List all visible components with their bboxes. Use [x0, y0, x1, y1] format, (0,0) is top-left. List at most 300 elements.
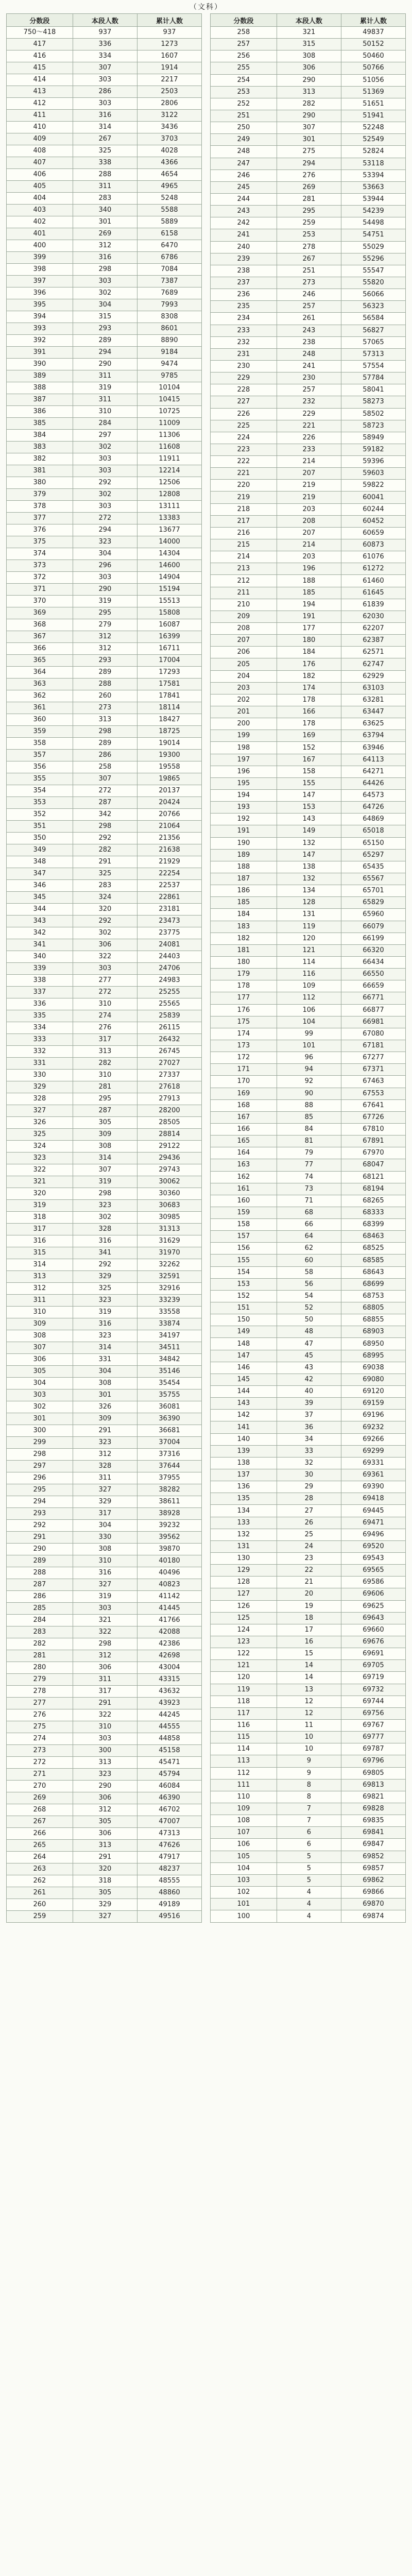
- cell-score: 160: [211, 1195, 277, 1207]
- cell-cumulative-count: 23181: [137, 904, 201, 916]
- cell-score: 279: [7, 1674, 73, 1686]
- cell-score: 276: [7, 1709, 73, 1721]
- cell-cumulative-count: 5889: [137, 216, 201, 228]
- cell-score: 404: [7, 193, 73, 205]
- cell-segment-count: 316: [73, 1235, 137, 1247]
- cell-segment-count: 188: [277, 575, 341, 587]
- cell-score: 335: [7, 1010, 73, 1022]
- cell-segment-count: 330: [73, 1532, 137, 1544]
- table-row: [7, 596, 202, 607]
- cell-cumulative-count: 66659: [341, 980, 405, 992]
- table-row: [7, 1058, 202, 1070]
- cell-cumulative-count: 69520: [341, 1540, 405, 1552]
- cell-score: 367: [7, 631, 73, 643]
- cell-segment-count: 253: [277, 229, 341, 241]
- table-row: [211, 623, 406, 635]
- cell-cumulative-count: 69232: [341, 1421, 405, 1433]
- cell-segment-count: 174: [277, 682, 341, 694]
- cell-segment-count: 279: [73, 619, 137, 631]
- cell-score: 176: [211, 1004, 277, 1016]
- header-score-range: 分数段: [211, 14, 277, 27]
- cell-score: 339: [7, 963, 73, 975]
- table-row: [7, 1224, 202, 1235]
- cell-segment-count: 319: [73, 1176, 137, 1188]
- table-row: [7, 655, 202, 667]
- cell-segment-count: 40: [277, 1386, 341, 1398]
- cell-cumulative-count: 16399: [137, 631, 201, 643]
- cell-score: 362: [7, 690, 73, 702]
- cell-cumulative-count: 38282: [137, 1484, 201, 1496]
- table-row: [7, 252, 202, 264]
- cell-segment-count: 306: [277, 62, 341, 74]
- cell-score: 373: [7, 560, 73, 572]
- cell-segment-count: 329: [73, 1496, 137, 1508]
- cell-score: 389: [7, 370, 73, 382]
- cell-segment-count: 147: [277, 790, 341, 802]
- cell-score: 306: [7, 1354, 73, 1366]
- table-row: [211, 1147, 406, 1159]
- table-row: [7, 418, 202, 430]
- cell-segment-count: 178: [277, 718, 341, 730]
- cell-cumulative-count: 69331: [341, 1457, 405, 1469]
- cell-segment-count: 289: [73, 738, 137, 750]
- table-row: [7, 501, 202, 513]
- table-row: [211, 1493, 406, 1505]
- table-row: [7, 1579, 202, 1591]
- table-row: [211, 766, 406, 777]
- cell-cumulative-count: 65701: [341, 885, 405, 897]
- cell-score: 245: [211, 181, 277, 193]
- cell-segment-count: 313: [277, 86, 341, 98]
- cell-cumulative-count: 16087: [137, 619, 201, 631]
- cell-segment-count: 316: [73, 1318, 137, 1330]
- table-row: [7, 1840, 202, 1852]
- table-row: [7, 1307, 202, 1318]
- cell-cumulative-count: 17841: [137, 690, 201, 702]
- table-row: [7, 1437, 202, 1449]
- cell-cumulative-count: 12214: [137, 465, 201, 477]
- cell-segment-count: 21: [277, 1577, 341, 1588]
- cell-segment-count: 329: [73, 1899, 137, 1911]
- cell-segment-count: 311: [73, 1472, 137, 1484]
- cell-cumulative-count: 60873: [341, 539, 405, 551]
- cell-segment-count: 301: [73, 216, 137, 228]
- cell-segment-count: 260: [73, 690, 137, 702]
- cell-segment-count: 288: [73, 679, 137, 690]
- cell-segment-count: 26: [277, 1517, 341, 1529]
- cell-score: 186: [211, 885, 277, 897]
- cell-score: 315: [7, 1247, 73, 1259]
- cell-cumulative-count: 17581: [137, 679, 201, 690]
- cell-cumulative-count: 57554: [341, 360, 405, 372]
- table-row: [7, 193, 202, 205]
- table-row: [211, 802, 406, 814]
- cell-cumulative-count: 35146: [137, 1366, 201, 1378]
- cell-score: 210: [211, 599, 277, 611]
- cell-cumulative-count: 49189: [137, 1899, 201, 1911]
- cell-cumulative-count: 23775: [137, 927, 201, 939]
- cell-cumulative-count: 51056: [341, 74, 405, 86]
- cell-segment-count: 13: [277, 1684, 341, 1696]
- cell-score: 191: [211, 825, 277, 837]
- table-row: [211, 956, 406, 968]
- cell-cumulative-count: 21929: [137, 856, 201, 868]
- table-row: [7, 1354, 202, 1366]
- cell-score: 230: [211, 360, 277, 372]
- cell-score: 323: [7, 1153, 73, 1164]
- cell-segment-count: 43: [277, 1362, 341, 1374]
- cell-cumulative-count: 9785: [137, 370, 201, 382]
- cell-segment-count: 290: [73, 1781, 137, 1792]
- cell-score: 402: [7, 216, 73, 228]
- cell-segment-count: 288: [73, 169, 137, 181]
- cell-cumulative-count: 56323: [341, 301, 405, 313]
- cell-segment-count: 24: [277, 1540, 341, 1552]
- cell-cumulative-count: 41445: [137, 1603, 201, 1615]
- cell-segment-count: 321: [73, 1615, 137, 1626]
- header-segment-count: 本段人数: [277, 14, 341, 27]
- cell-score: 327: [7, 1105, 73, 1117]
- cell-cumulative-count: 68399: [341, 1219, 405, 1231]
- table-row: [211, 658, 406, 670]
- cell-score: 187: [211, 873, 277, 885]
- cell-segment-count: 294: [73, 347, 137, 359]
- cell-cumulative-count: 58502: [341, 408, 405, 420]
- cell-segment-count: 273: [277, 277, 341, 289]
- cell-score: 203: [211, 682, 277, 694]
- cell-cumulative-count: 69777: [341, 1732, 405, 1743]
- cell-segment-count: 308: [73, 1378, 137, 1389]
- cell-segment-count: 313: [73, 1046, 137, 1058]
- cell-segment-count: 338: [73, 157, 137, 169]
- table-row: [7, 987, 202, 998]
- table-row: [211, 1660, 406, 1672]
- cell-segment-count: 287: [73, 1105, 137, 1117]
- cell-segment-count: 12: [277, 1707, 341, 1719]
- cell-score: 156: [211, 1243, 277, 1255]
- cell-score: 163: [211, 1159, 277, 1171]
- cell-score: 149: [211, 1326, 277, 1338]
- cell-segment-count: 315: [277, 39, 341, 50]
- cell-cumulative-count: 24081: [137, 939, 201, 951]
- table-row: [7, 1153, 202, 1164]
- cell-score: 284: [7, 1615, 73, 1626]
- cell-segment-count: 291: [73, 1852, 137, 1863]
- cell-cumulative-count: 47917: [137, 1852, 201, 1863]
- table-row: [211, 1374, 406, 1385]
- cell-segment-count: 302: [73, 1212, 137, 1224]
- cell-cumulative-count: 3436: [137, 122, 201, 133]
- cell-score: 229: [211, 372, 277, 384]
- cell-score: 331: [7, 1058, 73, 1070]
- cell-score: 231: [211, 348, 277, 360]
- cell-score: 365: [7, 655, 73, 667]
- cell-score: 232: [211, 336, 277, 348]
- cell-segment-count: 303: [73, 963, 137, 975]
- cell-score: 138: [211, 1457, 277, 1469]
- cell-cumulative-count: 29743: [137, 1164, 201, 1176]
- cell-segment-count: 310: [73, 1555, 137, 1567]
- cell-segment-count: 298: [73, 1638, 137, 1650]
- cell-score: 411: [7, 110, 73, 122]
- table-row: [7, 1259, 202, 1271]
- table-row: [7, 1022, 202, 1034]
- table-header: [211, 14, 406, 27]
- cell-cumulative-count: 62387: [341, 635, 405, 647]
- cell-score: 326: [7, 1117, 73, 1129]
- cell-segment-count: 315: [73, 311, 137, 323]
- cell-score: 225: [211, 420, 277, 432]
- table-row: [7, 726, 202, 738]
- cell-segment-count: 131: [277, 909, 341, 921]
- cell-cumulative-count: 65567: [341, 873, 405, 885]
- cell-segment-count: 214: [277, 456, 341, 468]
- cell-score: 343: [7, 916, 73, 927]
- cell-score: 308: [7, 1330, 73, 1342]
- cell-cumulative-count: 14904: [137, 572, 201, 584]
- cell-segment-count: 15: [277, 1648, 341, 1660]
- cell-cumulative-count: 36681: [137, 1425, 201, 1437]
- cell-score: 250: [211, 122, 277, 134]
- cell-cumulative-count: 67726: [341, 1111, 405, 1123]
- cell-segment-count: 114: [277, 956, 341, 968]
- table-row: [211, 158, 406, 170]
- table-row: [211, 1433, 406, 1445]
- cell-segment-count: 74: [277, 1171, 341, 1183]
- cell-cumulative-count: 28200: [137, 1105, 201, 1117]
- cell-cumulative-count: 4654: [137, 169, 201, 181]
- cell-score: 121: [211, 1660, 277, 1672]
- cell-segment-count: 128: [277, 897, 341, 909]
- cell-score: 143: [211, 1398, 277, 1410]
- cell-score: 114: [211, 1743, 277, 1755]
- table-row: [211, 611, 406, 622]
- table-row: [7, 868, 202, 880]
- cell-cumulative-count: 39562: [137, 1532, 201, 1544]
- table-row: [7, 939, 202, 951]
- cell-score: 265: [7, 1840, 73, 1852]
- cell-cumulative-count: 21356: [137, 833, 201, 844]
- cell-segment-count: 276: [277, 170, 341, 181]
- cell-cumulative-count: 40180: [137, 1555, 201, 1567]
- cell-segment-count: 311: [73, 181, 137, 193]
- table-row: [7, 1555, 202, 1567]
- cell-cumulative-count: 55029: [341, 241, 405, 253]
- table-row: [7, 1662, 202, 1674]
- cell-segment-count: 274: [73, 1010, 137, 1022]
- cell-segment-count: 191: [277, 611, 341, 622]
- cell-segment-count: 5: [277, 1851, 341, 1862]
- cell-segment-count: 303: [73, 572, 137, 584]
- cell-cumulative-count: 63794: [341, 730, 405, 742]
- cell-segment-count: 185: [277, 587, 341, 599]
- cell-segment-count: 62: [277, 1243, 341, 1255]
- table-row: [211, 1767, 406, 1779]
- cell-segment-count: 327: [73, 1484, 137, 1496]
- cell-cumulative-count: 67371: [341, 1064, 405, 1076]
- cell-score: 216: [211, 527, 277, 539]
- cell-score: 289: [7, 1555, 73, 1567]
- cell-cumulative-count: 50766: [341, 62, 405, 74]
- table-row: [211, 432, 406, 444]
- table-row: [211, 1565, 406, 1577]
- cell-cumulative-count: 15513: [137, 596, 201, 607]
- table-row: [7, 276, 202, 287]
- table-row: [211, 1350, 406, 1362]
- cell-cumulative-count: 16711: [137, 643, 201, 655]
- table-row: [7, 916, 202, 927]
- cell-segment-count: 176: [277, 658, 341, 670]
- cell-segment-count: 289: [73, 335, 137, 347]
- cell-segment-count: 303: [73, 1733, 137, 1745]
- table-row: [7, 1271, 202, 1283]
- table-row: [7, 74, 202, 86]
- cell-segment-count: 180: [277, 635, 341, 647]
- table-row: [7, 1484, 202, 1496]
- cell-score: 415: [7, 62, 73, 74]
- cell-cumulative-count: 69390: [341, 1481, 405, 1493]
- cell-score: 369: [7, 607, 73, 619]
- cell-segment-count: 177: [277, 623, 341, 635]
- table-row: [211, 1314, 406, 1326]
- table-row: [7, 1650, 202, 1662]
- cell-score: 394: [7, 311, 73, 323]
- cell-cumulative-count: 7387: [137, 276, 201, 287]
- table-row: [211, 1481, 406, 1493]
- cell-cumulative-count: 69862: [341, 1874, 405, 1886]
- cell-segment-count: 29: [277, 1481, 341, 1493]
- cell-score: 349: [7, 844, 73, 856]
- cell-segment-count: 23: [277, 1553, 341, 1565]
- cell-score: 340: [7, 951, 73, 963]
- cell-segment-count: 112: [277, 992, 341, 1004]
- cell-score: 215: [211, 539, 277, 551]
- cell-score: 383: [7, 442, 73, 453]
- cell-score: 393: [7, 323, 73, 335]
- cell-score: 266: [7, 1828, 73, 1840]
- cell-segment-count: 272: [73, 987, 137, 998]
- cell-segment-count: 326: [73, 1401, 137, 1413]
- cell-cumulative-count: 4028: [137, 145, 201, 157]
- cell-cumulative-count: 68047: [341, 1159, 405, 1171]
- table-row: [211, 575, 406, 587]
- cell-segment-count: 278: [277, 241, 341, 253]
- cell-score: 271: [7, 1769, 73, 1781]
- cell-segment-count: 310: [73, 1070, 137, 1081]
- cell-cumulative-count: 48237: [137, 1863, 201, 1875]
- cell-segment-count: 306: [73, 1828, 137, 1840]
- cell-score: 135: [211, 1493, 277, 1505]
- cell-segment-count: 287: [73, 797, 137, 809]
- cell-cumulative-count: 14000: [137, 536, 201, 548]
- cell-cumulative-count: 22254: [137, 868, 201, 880]
- cell-segment-count: 298: [73, 264, 137, 276]
- cell-score: 290: [7, 1544, 73, 1555]
- cell-segment-count: 99: [277, 1028, 341, 1040]
- cell-cumulative-count: 62030: [341, 611, 405, 622]
- cell-score: 392: [7, 335, 73, 347]
- cell-score: 101: [211, 1899, 277, 1910]
- cell-cumulative-count: 2806: [137, 98, 201, 110]
- table-row: [7, 465, 202, 477]
- cell-score: 258: [211, 27, 277, 39]
- cell-score: 248: [211, 146, 277, 158]
- cell-score: 345: [7, 892, 73, 904]
- cell-score: 151: [211, 1302, 277, 1314]
- cell-segment-count: 328: [73, 1461, 137, 1472]
- cell-score: 179: [211, 969, 277, 980]
- cell-score: 312: [7, 1283, 73, 1295]
- cell-segment-count: 221: [277, 420, 341, 432]
- cell-score: 159: [211, 1207, 277, 1218]
- cell-score: 377: [7, 513, 73, 524]
- cell-score: 299: [7, 1437, 73, 1449]
- cell-cumulative-count: 38928: [137, 1508, 201, 1520]
- cell-cumulative-count: 69796: [341, 1755, 405, 1767]
- cell-segment-count: 28: [277, 1493, 341, 1505]
- cell-cumulative-count: 37955: [137, 1472, 201, 1484]
- cell-score: 217: [211, 515, 277, 527]
- table-row: [7, 1745, 202, 1757]
- table-row: [211, 849, 406, 861]
- cell-segment-count: 308: [73, 1544, 137, 1555]
- table-row: [7, 1212, 202, 1224]
- cell-cumulative-count: 68463: [341, 1231, 405, 1243]
- cell-score: 382: [7, 453, 73, 465]
- cell-score: 192: [211, 814, 277, 825]
- cell-segment-count: 96: [277, 1052, 341, 1064]
- cell-segment-count: 321: [277, 27, 341, 39]
- cell-segment-count: 203: [277, 503, 341, 515]
- table-row: [211, 1111, 406, 1123]
- table-row: [211, 1231, 406, 1243]
- cell-segment-count: 290: [73, 584, 137, 596]
- cell-cumulative-count: 65150: [341, 837, 405, 849]
- table-header: [7, 14, 202, 27]
- cell-score: 275: [7, 1721, 73, 1733]
- cell-segment-count: 316: [73, 252, 137, 264]
- cell-score: 313: [7, 1271, 73, 1283]
- table-row: [211, 1899, 406, 1910]
- cell-score: 175: [211, 1016, 277, 1028]
- table-row: [7, 299, 202, 311]
- table-row: [211, 1540, 406, 1552]
- cell-segment-count: 134: [277, 885, 341, 897]
- cell-cumulative-count: 59396: [341, 456, 405, 468]
- cell-segment-count: 292: [73, 833, 137, 844]
- cell-score: 278: [7, 1686, 73, 1698]
- cell-cumulative-count: 7993: [137, 299, 201, 311]
- cell-cumulative-count: 10725: [137, 406, 201, 418]
- table-row: [7, 477, 202, 489]
- cell-score: 240: [211, 241, 277, 253]
- cell-segment-count: 88: [277, 1099, 341, 1111]
- cell-cumulative-count: 36081: [137, 1401, 201, 1413]
- cell-segment-count: 230: [277, 372, 341, 384]
- cell-score: 277: [7, 1698, 73, 1709]
- cell-score: 173: [211, 1040, 277, 1052]
- cell-score: 305: [7, 1366, 73, 1378]
- cell-score: 261: [7, 1887, 73, 1899]
- table-row: [7, 1283, 202, 1295]
- cell-segment-count: 149: [277, 825, 341, 837]
- cell-segment-count: 323: [73, 1200, 137, 1212]
- cell-segment-count: 320: [73, 904, 137, 916]
- cell-cumulative-count: 56584: [341, 313, 405, 325]
- table-row: [211, 527, 406, 539]
- cell-score: 295: [7, 1484, 73, 1496]
- cell-score: 371: [7, 584, 73, 596]
